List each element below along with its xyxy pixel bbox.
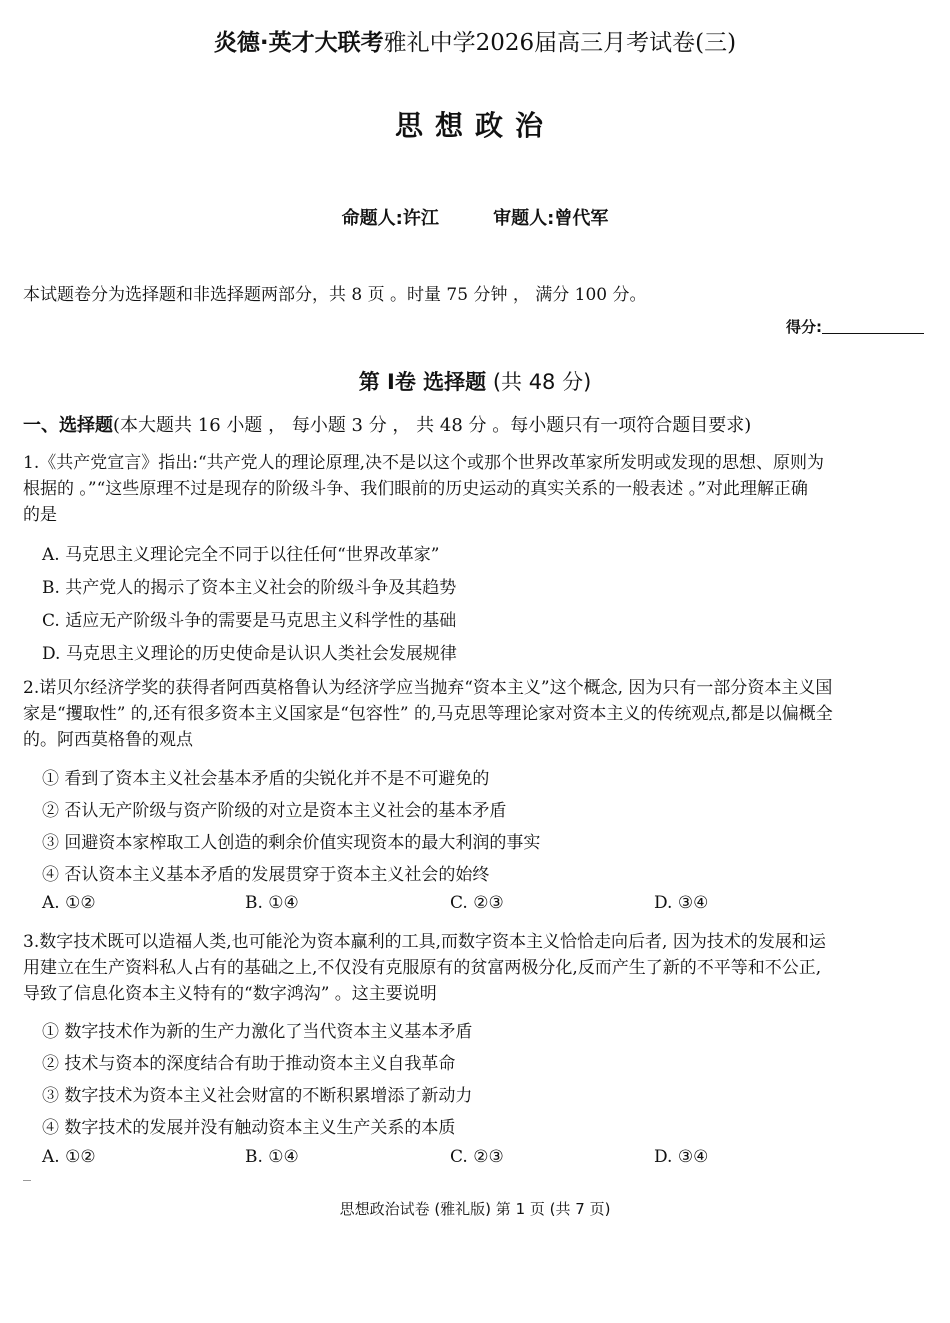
question-3-item-1: ① 数字技术作为新的生产力激化了当代资本主义基本矛盾	[42, 1022, 473, 1042]
part-title: 一、选择题	[23, 415, 113, 436]
question-2-item-3: ③ 回避资本家榨取工人创造的剩余价值实现资本的最大利润的事实	[42, 833, 541, 853]
question-1-option-b: B. 共产党人的揭示了资本主义社会的阶级斗争及其趋势	[42, 578, 457, 598]
part-heading	[23, 411, 751, 437]
stem-line: 的是	[23, 505, 57, 525]
question-3-choice-d: D. ③④	[654, 1147, 709, 1167]
exam-title	[0, 24, 950, 57]
question-1-option-d: D. 马克思主义理论的历史使命是认识人类社会发展规律	[42, 644, 457, 664]
question-1-option-a: A. 马克思主义理论完全不同于以往任何“世界改革家”	[42, 545, 440, 565]
exam-title-brand: 炎德·英才大联考	[213, 30, 384, 56]
page-footer: 思想政治试卷 (雅礼版) 第 1 页 (共 7 页)	[339, 1200, 611, 1218]
stem-line: 的。阿西莫格鲁的观点	[23, 730, 193, 750]
reviewer: 审题人:曾代军	[493, 208, 609, 229]
question-2-item-1: ① 看到了资本主义社会基本矛盾的尖锐化并不是不可避免的	[42, 769, 490, 789]
question-3-item-3: ③ 数字技术为资本主义社会财富的不断积累增添了新动力	[42, 1086, 473, 1106]
question-3-item-2: ② 技术与资本的深度结合有助于推动资本主义自我革命	[42, 1054, 456, 1074]
question-2-stem	[23, 675, 919, 753]
section-note: (共 48 分)	[492, 370, 592, 394]
stem-line: 2.诺贝尔经济学奖的获得者阿西莫格鲁认为经济学应当抛弃“资本主义”这个概念, 因为只有一部分资本主义国	[23, 678, 833, 698]
score-field	[786, 316, 924, 337]
question-3-item-4: ④ 数字技术的发展并没有触动资本主义生产关系的本质	[42, 1118, 456, 1138]
question-1-option-c: C. 适应无产阶级斗争的需要是马克思主义科学性的基础	[42, 611, 457, 631]
section-title: 第 Ⅰ卷 选择题	[358, 370, 487, 394]
question-1-stem	[23, 450, 919, 528]
page-mark	[23, 1180, 31, 1181]
part-desc: (本大题共 16 小题 ， 每小题 3 分 ， 共 48 分 。每小题只有一项符合题目要求)	[113, 415, 752, 436]
authors	[0, 204, 950, 230]
question-3-choice-a: A. ①②	[42, 1147, 96, 1167]
exam-intro: 本试题卷分为选择题和非选择题两部分，共 8 页 。时量 75 分钟 ， 满分 100 分。	[23, 285, 647, 305]
stem-line: 导致了信息化资本主义特有的“数字鸿沟” 。这主要说明	[23, 984, 437, 1004]
stem-line: 3.数字技术既可以造福人类,也可能沦为资本赢利的工具,而数字资本主义恰恰走向后者, 因为技术的发展和运	[23, 932, 826, 952]
stem-line: 用建立在生产资料私人占有的基础之上,不仅没有克服原有的贫富两极分化,反而产生了新的不平等和不公正,	[23, 958, 822, 978]
stem-line: 根据的 。”“这些原理不过是现存的阶级斗争、我们眼前的历史运动的真实关系的一般表述 。”对此理解正确	[23, 479, 808, 499]
question-2-item-2: ② 否认无产阶级与资产阶级的对立是资本主义社会的基本矛盾	[42, 801, 507, 821]
stem-line: 1.《共产党宣言》指出:“共产党人的理论原理,决不是以这个或那个世界改革家所发明或发现的思想、原则为	[23, 453, 825, 473]
question-2-item-4: ④ 否认资本主义基本矛盾的发展贯穿于资本主义社会的始终	[42, 865, 490, 885]
stem-line: 家是“攫取性” 的,还有很多资本主义国家是“包容性” 的,马克思等理论家对资本主义的传统观点,都是以偏概全	[23, 704, 833, 724]
question-3-choice-c: C. ②③	[450, 1147, 504, 1167]
question-2-choice-b: B. ①④	[245, 893, 299, 913]
subject-title: 思想政治	[394, 109, 555, 142]
question-2-choice-d: D. ③④	[654, 893, 709, 913]
section-heading	[0, 366, 950, 396]
question-2-choice-a: A. ①②	[42, 893, 96, 913]
exam-title-rest: 雅礼中学2026届高三月考试卷(三)	[383, 30, 737, 56]
setter: 命题人:许江	[341, 208, 439, 229]
question-3-choice-b: B. ①④	[245, 1147, 299, 1167]
score-label: 得分:	[786, 318, 822, 336]
score-blank	[822, 319, 924, 334]
question-3-stem	[23, 929, 919, 1007]
question-2-choice-c: C. ②③	[450, 893, 504, 913]
